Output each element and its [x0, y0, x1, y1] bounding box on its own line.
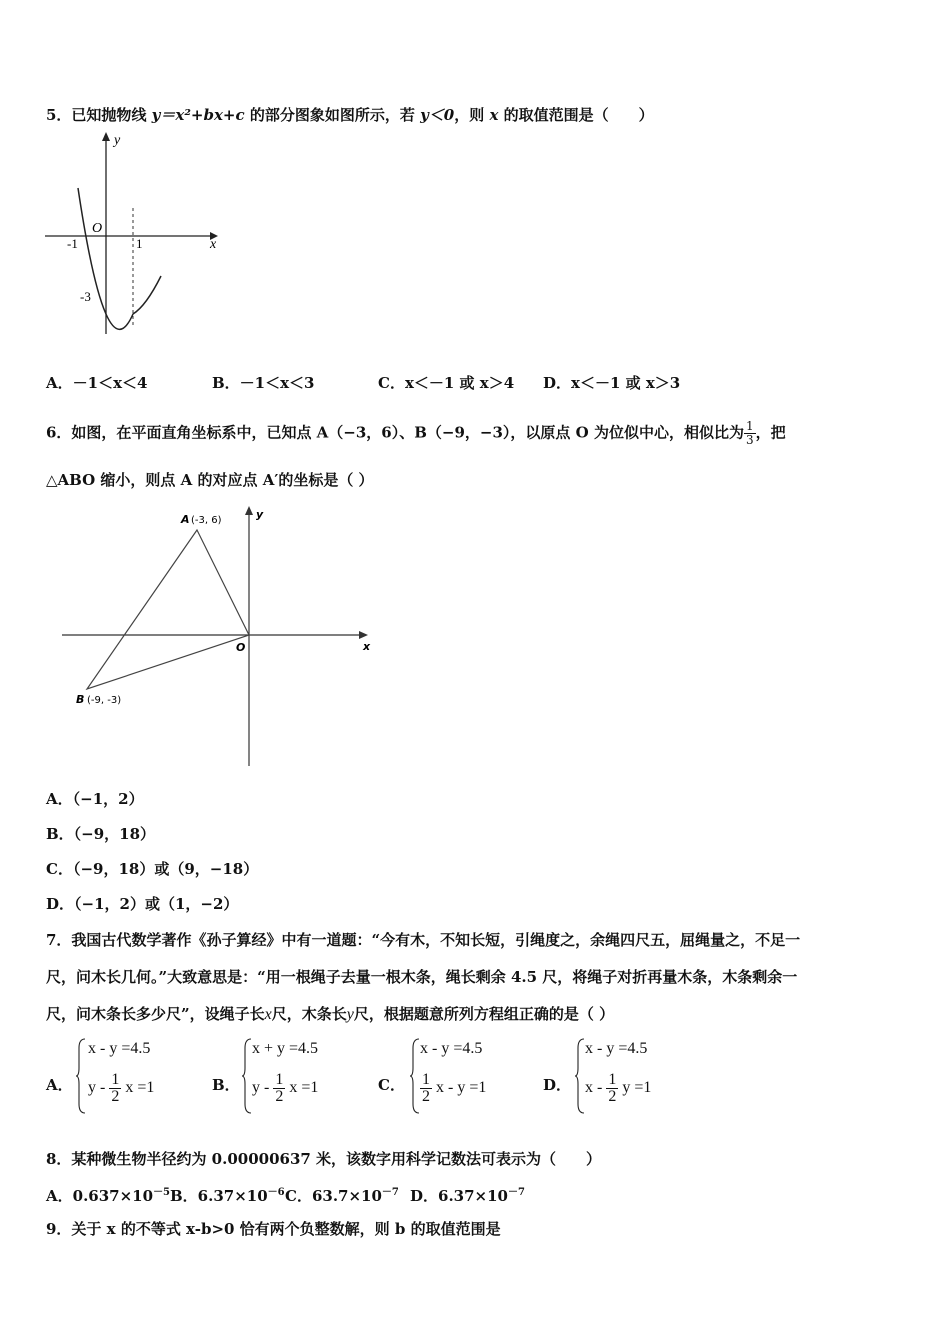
q8-option-a-base: A．0.637×10: [46, 1187, 154, 1205]
q6-triangle-abo: [87, 530, 249, 689]
q6-option-d[interactable]: D．（−1，2）或（1，−2）: [46, 895, 239, 913]
q6-coord-b: (-9, -3): [87, 695, 122, 706]
q8-option-b[interactable]: [170, 1183, 285, 1206]
q5-option-a[interactable]: A．－1＜x＜4: [46, 374, 148, 392]
q7-option-d-eq2-right: y =1: [622, 1079, 652, 1097]
q6-label-a: A: [181, 513, 190, 526]
q7-option-b-half: [273, 1072, 285, 1105]
q6-y-arrow: [245, 506, 253, 515]
q6-option-c[interactable]: C．（−9，18）或（9，−18）: [46, 860, 259, 878]
q7-option-a-half: [109, 1072, 121, 1105]
q7-option-a-brace: [76, 1038, 86, 1114]
q5-y-arrow: [102, 132, 110, 141]
q7-option-c-half: [420, 1072, 432, 1105]
q5-option-b[interactable]: B．－1＜x＜3: [212, 374, 315, 392]
q6-stem-line1: [46, 420, 786, 447]
q7-stem-line3: [46, 1003, 614, 1024]
q8-option-d-base: D．6.37×10: [410, 1187, 508, 1205]
q7-var-y: y: [346, 1006, 354, 1023]
q7-option-b-eq2-right: x =1: [289, 1079, 319, 1097]
q5-variable: x: [489, 106, 499, 124]
q7-option-c-brace: [410, 1038, 420, 1114]
q7-option-b-eq1: x + y =4.5: [252, 1040, 319, 1057]
q6-option-b[interactable]: B．（−9，18）: [46, 825, 156, 843]
q7-option-c-label: C．: [378, 1076, 405, 1094]
q6-y-label: y: [256, 508, 264, 521]
q8-option-d[interactable]: [410, 1183, 525, 1206]
q8-option-c-exp: －7: [381, 1187, 399, 1198]
q7-option-a-half-den: 2: [111, 1088, 120, 1105]
q5-stem: [46, 104, 654, 125]
q5-tick-1: 1: [136, 236, 143, 251]
q7-option-c[interactable]: [378, 1036, 528, 1116]
q5-condition: y＜0: [420, 106, 455, 124]
q7-option-b-brace: [242, 1038, 252, 1114]
q7-option-a-eq2-left: y -: [88, 1079, 110, 1097]
q7-option-c-eq2-right: x - y =1: [436, 1079, 487, 1097]
q8-option-a[interactable]: [46, 1183, 170, 1206]
q7-option-d-half: [606, 1072, 618, 1105]
q7-option-b[interactable]: [212, 1036, 362, 1116]
q5-option-d[interactable]: D．x＜－1 或 x＞3: [543, 374, 681, 392]
q6-ratio-denominator: 3: [745, 433, 754, 447]
q7-option-d-half-den: 2: [608, 1088, 617, 1105]
q7-option-a[interactable]: [46, 1036, 196, 1116]
q7-stem-line1: 7．我国古代数学著作《孙子算经》中有一道题：“今有木，不知长短，引绳度之，余绳四尺五，屈绳量之，不足一: [46, 931, 801, 949]
q6-x-label: x: [363, 640, 371, 653]
q6-line1-end: ，把: [755, 423, 786, 442]
q7-option-c-half-num: 1: [422, 1071, 430, 1088]
q5-origin-label: O: [92, 221, 103, 236]
q7-option-a-label: A．: [46, 1076, 73, 1094]
q5-tick-neg1: -1: [67, 236, 78, 251]
q5-middle: 的部分图象如图所示，若: [244, 106, 421, 124]
q7-option-d[interactable]: [543, 1036, 693, 1116]
q7-option-d-eq2-left: x -: [585, 1079, 607, 1097]
q7-line3-text-c: 尺，根据题意所列方程组正确的是（ ）: [353, 1005, 615, 1023]
q7-option-b-eq2-left: y -: [252, 1079, 274, 1097]
q5-formula: y＝x²+bx+c: [151, 106, 245, 124]
q7-option-a-half-num: 1: [111, 1071, 120, 1088]
q8-option-a-exp: －5: [153, 1187, 171, 1198]
q7-option-d-half-num: 1: [608, 1071, 617, 1088]
q7-option-b-half-den: 2: [275, 1088, 284, 1105]
q7-option-d-eq2: [585, 1072, 651, 1105]
q8-option-c-base: C．63.7×10: [285, 1187, 382, 1205]
q6-origin-label: O: [236, 641, 246, 654]
q7-option-a-eq1: x - y =4.5: [88, 1040, 151, 1057]
q7-option-b-eq2: [252, 1072, 318, 1105]
q7-option-b-half-num: 1: [275, 1071, 284, 1088]
q7-option-b-label: B．: [212, 1076, 240, 1094]
q6-coord-a: (-3, 6): [191, 515, 222, 526]
q6-triangle-figure: [58, 504, 388, 770]
q7-line3-text-b: 尺，木条长: [271, 1005, 347, 1023]
q6-line1-text: 6．如图，在平面直角坐标系中，已知点 A（−3，6）、B（−9，−3），以原点 O 为位似中心，相似比为: [46, 423, 744, 442]
q7-option-d-brace: [575, 1038, 585, 1114]
q5-tick-neg3: -3: [80, 289, 91, 304]
q6-ratio-fraction: [744, 420, 756, 447]
q8-stem: 8．某种微生物半径约为 0.00000637 米，该数字用科学记数法可表示为（ ）: [46, 1150, 602, 1168]
q7-option-c-half-den: 2: [422, 1088, 430, 1105]
q8-option-b-exp: －6: [267, 1187, 285, 1198]
q7-option-a-eq2-right: x =1: [125, 1079, 155, 1097]
q7-option-d-eq1: x - y =4.5: [585, 1040, 648, 1057]
q7-line3-text-a: 尺，问木条长多少尺”，设绳子长: [46, 1005, 265, 1023]
q5-x-label: x: [210, 237, 217, 252]
q5-parabola-figure: [40, 128, 230, 340]
q5-y-label: y: [114, 133, 121, 148]
q6-label-b: B: [76, 693, 85, 706]
q5-prefix: 5．已知抛物线: [46, 106, 152, 124]
q8-option-c[interactable]: [285, 1183, 399, 1206]
q5-suffix: 的取值范围是（ ）: [498, 106, 654, 124]
q6-option-a[interactable]: A．（−1，2）: [46, 790, 144, 808]
q9-stem: 9．关于 x 的不等式 x-b>0 恰有两个负整数解，则 b 的取值范围是: [46, 1220, 501, 1238]
q7-option-a-eq2: [88, 1072, 154, 1105]
q8-option-d-exp: －7: [507, 1187, 525, 1198]
q7-option-c-eq1: x - y =4.5: [420, 1040, 483, 1057]
q5-after: ，则: [454, 106, 490, 124]
q6-ratio-numerator: 1: [745, 419, 754, 433]
q5-parabola-curve: [78, 188, 161, 329]
q6-stem-line2: △ABO 缩小，则点 A 的对应点 A′的坐标是（ ）: [46, 471, 374, 489]
q7-stem-line2: 尺，问木长几何。”大致意思是：“用一根绳子去量一根木条，绳长剩余 4.5 尺，将绳子对折再量木条，木条剩余一: [46, 968, 798, 986]
q8-option-b-base: B．6.37×10: [170, 1187, 268, 1205]
q7-var-x: x: [264, 1006, 272, 1023]
q6-x-arrow: [359, 631, 368, 639]
q7-option-c-eq2: [420, 1072, 486, 1105]
q5-option-c[interactable]: C．x＜－1 或 x＞4: [378, 374, 515, 392]
q7-option-d-label: D．: [543, 1076, 572, 1094]
